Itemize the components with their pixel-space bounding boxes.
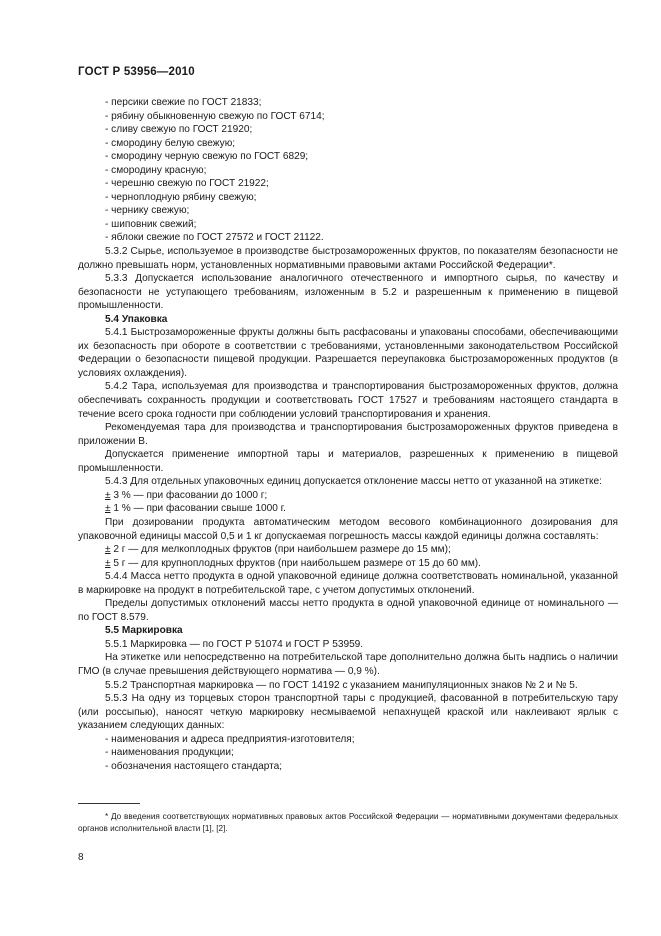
tolerance-text: 1 % — при фасовании свыше 1000 г. [110,503,286,515]
list-item: - смородину красную; [105,164,207,176]
tolerance-text: 5 г — для крупноплодных фруктов (при наибольшем размере от 15 до 60 мм). [110,557,481,569]
list-item: - персики свежие по ГОСТ 21833; [105,97,262,108]
plus-minus-sign: ± [105,544,111,556]
tolerance-text: 2 г — для мелкоплодных фруктов (при наибольшем размере до 15 мм); [110,544,451,556]
paragraph-5-5-1-gmo: На этикетке или непосредственно на потребительской таре дополнительно должна быть надпись о наличии ГМО (в случае превышения действующего норматива — 0,9 %). [78,652,618,677]
paragraph-5-4-2: 5.4.2 Тара, используемая для производства и транспортирования быстрозамороженных фруктов, должна обеспечивать сохранность продукции и соответствовать ГОСТ 17527 и требованиям настоящего стандарта в течение всего срока годности при соблюдении условий транспортирования и хранения. [78,381,618,420]
footnote-divider [78,803,140,804]
document-body [78,96,618,773]
plus-minus-sign: ± [105,503,111,515]
paragraph-5-3-2: 5.3.2 Сырье, используемое в производстве быстрозамороженных фруктов, по показателям безопасности не должно превышать норм, установленных нормативными правовыми актами Российской Федерации*. [78,246,618,271]
list-item: - яблоки свежие по ГОСТ 27572 и ГОСТ 21122. [105,232,324,244]
tolerance-text: 3 % — при фасовании до 1000 г; [110,489,268,501]
list-item: - наименования и адреса предприятия-изготовителя; [105,733,355,745]
page-number: 8 [78,852,84,863]
footnote: * До введения соответствующих нормативных правовых актов Российской Федерации — нормативными документами федеральных органов исполнительной власти [1], [2]. [78,812,618,833]
list-item: - сливу свежую по ГОСТ 21920; [105,124,253,136]
list-item: - обозначения настоящего стандарта; [105,760,283,772]
paragraph-5-4-3: 5.4.3 Для отдельных упаковочных единиц допускается отклонение массы нетто от указанной на этикетке: [105,476,602,488]
plus-minus-sign: ± [105,557,111,569]
tolerance-item [78,543,618,557]
list-item: - смородину черную свежую по ГОСТ 6829; [105,151,309,163]
tolerance-item [78,557,618,571]
list-item: - чернику свежую; [105,205,190,217]
paragraph-5-4-4-limits: Пределы допустимых отклонений массы нетто продукта в одной упаковочной единице от номинального — по ГОСТ 8.579. [78,598,618,623]
tolerance-item [78,489,618,503]
list-item: - шиповник свежий; [105,218,197,230]
list-item: - рябину обыкновенную свежую по ГОСТ 6714; [105,110,325,122]
paragraph-5-4-4: 5.4.4 Масса нетто продукта в одной упаковочной единице должна соответствовать номинальной, указанной в маркировке на продукт в потребительской таре, с учетом допустимых отклонений. [78,571,618,596]
plus-minus-sign: ± [105,489,111,501]
list-item: - смородину белую свежую; [105,137,236,149]
paragraph-5-3-3: 5.3.3 Допускается использование аналогичного отечественного и импортного сырья, по качеству и безопасности не уступающего требованиям, изложенным в 5.2 и разрешенным к применению в пищевой промышленности. [78,273,618,312]
list-item: - черноплодную рябину свежую; [105,191,257,203]
paragraph-5-4-1: 5.4.1 Быстрозамороженные фрукты должны быть расфасованы и упакованы способами, обеспечивающими их безопасность при обороте в соответствии с требованиями, установленными законодательством Российской Федерации о безопасности пищевой продукции. Разрешается переупаковка быстрозамороженных продуктов (в условиях охлаждения). [78,327,618,379]
paragraph-5-4-2-imported: Допускается применение импортной тары и материалов, разрешенных к применению в пищевой промышленности. [78,449,618,474]
paragraph-5-4-3-dosing: При дозировании продукта автоматическим методом весового комбинационного дозирования для упаковочной единицы массой 0,5 и 1 кг допускаемая погрешность массы каждой единицы должна составлять: [78,516,618,542]
list-item: - черешню свежую по ГОСТ 21922; [105,178,269,190]
section-heading-marking: 5.5 Маркировка [105,625,183,637]
list-item: - наименования продукции; [105,747,234,759]
document-header: ГОСТ Р 53956—2010 [78,66,195,78]
paragraph-5-5-1: 5.5.1 Маркировка — по ГОСТ Р 51074 и ГОСТ Р 53959. [105,638,364,650]
tolerance-item [78,502,618,516]
paragraph-5-4-2-recommended: Рекомендуемая тара для производства и транспортирования быстрозамороженных фруктов приведена в приложении В. [78,422,618,447]
paragraph-5-5-2: 5.5.2 Транспортная маркировка — по ГОСТ 14192 с указанием манипуляционных знаков № 2 и № 5. [105,679,578,691]
section-heading-packaging: 5.4 Упаковка [105,313,168,325]
paragraph-5-5-3: 5.5.3 На одну из торцевых сторон транспортной тары с продукцией, фасованной в потребительскую тару (или россыпью), наносят четкую маркировку несмываемой непахнущей краской или наклеивают ярлык с указанием следующих данных: [78,693,618,732]
